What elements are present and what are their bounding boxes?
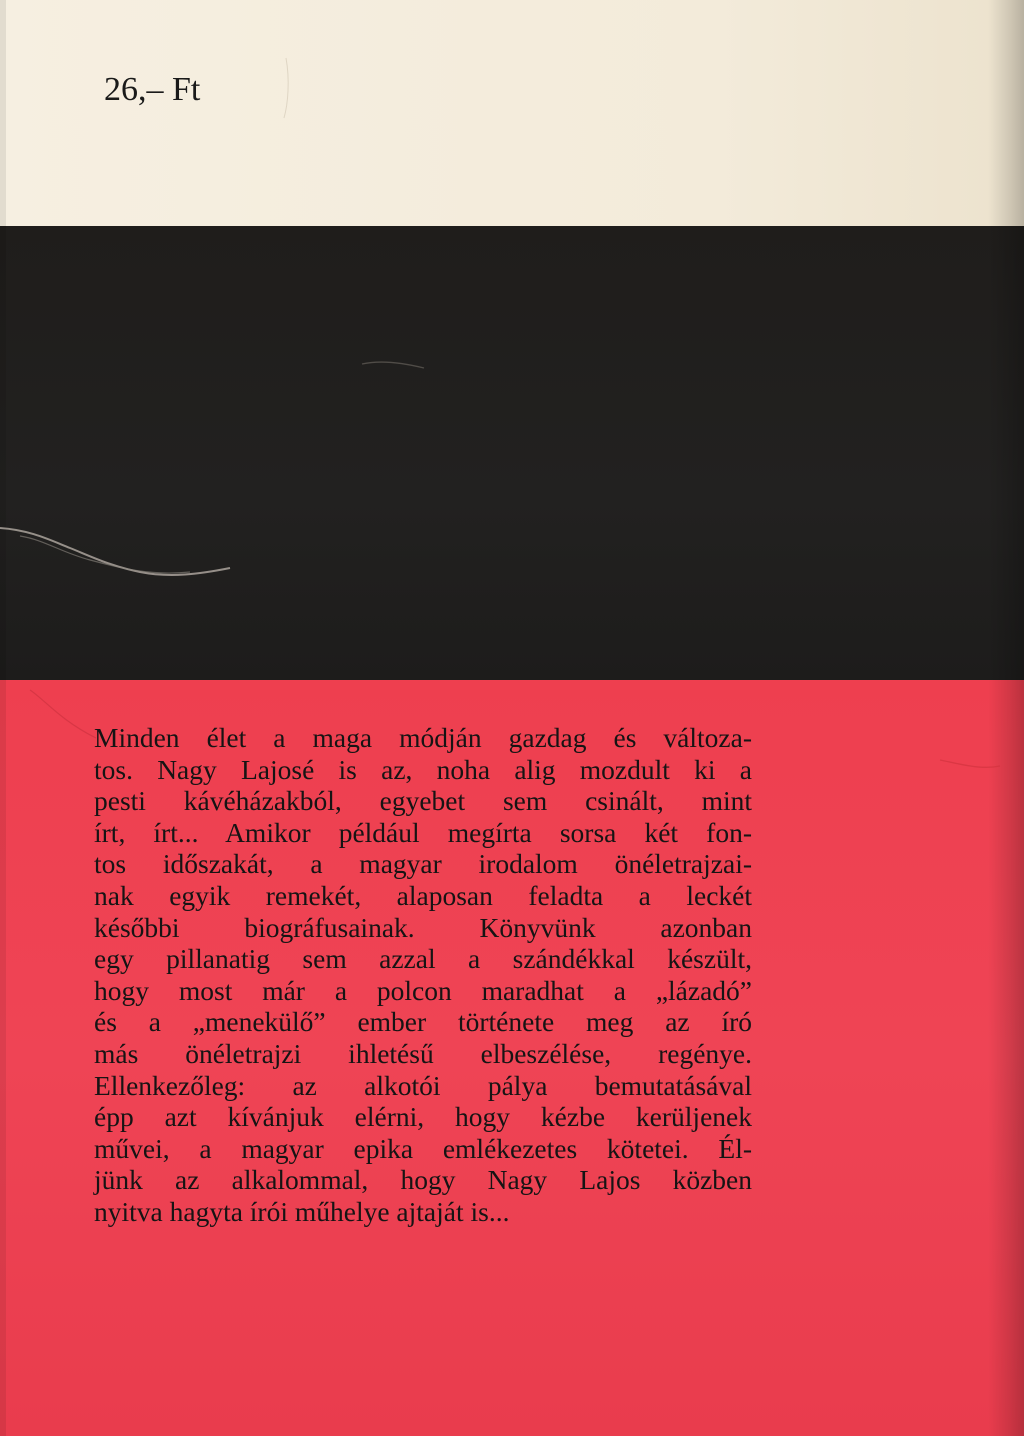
blurb-line: nak egyik remekét, alaposan feladta a leckét	[94, 879, 752, 911]
blurb-line: hogy most már a polcon maradhat a „lázadó”	[94, 974, 752, 1006]
blurb-line: írt, írt... Amikor például megírta sorsa két fon-	[94, 816, 752, 848]
blurb-line: más önéletrajzi ihletésű elbeszélése, regénye.	[94, 1037, 752, 1069]
blurb-line: művei, a magyar epika emlékezetes kötetei. Él-	[94, 1132, 752, 1164]
blurb-line: egy pillanatig sem azzal a szándékkal készült,	[94, 943, 752, 975]
blurb-line: pesti kávéházakból, egyebet sem csinált, mint	[94, 785, 752, 817]
blurb-line: későbbi biográfusainak. Könyvünk azonban	[94, 911, 752, 943]
blurb-line: tos. Nagy Lajosé is az, noha alig mozdult ki a	[94, 753, 752, 785]
blurb-line: tos időszakát, a magyar irodalom önéletrajzai-	[94, 848, 752, 880]
blurb-line: jünk az alkalommal, hogy Nagy Lajos közben	[94, 1164, 752, 1196]
blurb-line: épp azt kívánjuk elérni, hogy kézbe kerüljenek	[94, 1101, 752, 1133]
blurb-line: és a „menekülő” ember története meg az író	[94, 1006, 752, 1038]
blurb-text	[94, 722, 752, 1228]
blurb-line: nyitva hagyta írói műhelye ajtaját is...	[94, 1195, 510, 1227]
price-label: 26,– Ft	[104, 71, 201, 108]
blurb-line: Minden élet a maga módján gazdag és változa-	[94, 722, 752, 753]
blurb-line: Ellenkezőleg: az alkotói pálya bemutatásával	[94, 1069, 752, 1101]
